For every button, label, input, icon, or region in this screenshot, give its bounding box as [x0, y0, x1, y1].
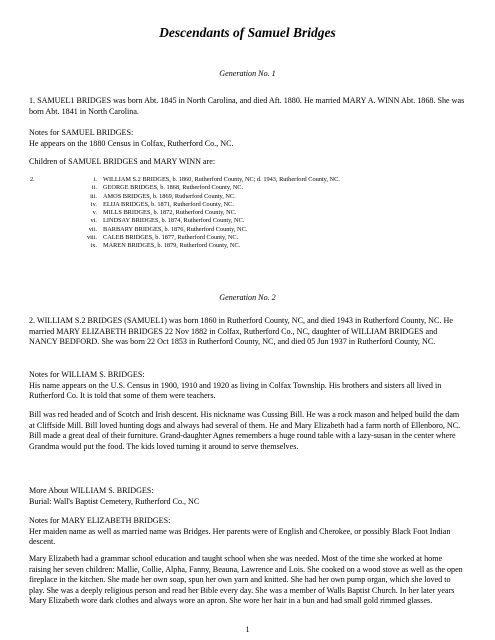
page-number: 1: [245, 625, 250, 634]
notes-samuel: [29, 128, 466, 149]
child-row: vi. LINDSAY BRIDGES, b. 1874, Rutherford County, NC.: [90, 217, 245, 225]
notes-mary: [29, 516, 466, 548]
notes-william: [29, 370, 466, 402]
notes-label: Notes for WILLIAM S. BRIDGES:: [29, 370, 145, 379]
child-row: 2. i. WILLIAM S.2 BRIDGES, b. 1860, Rutherford County, NC; d. 1943, Rutherford County, NC.: [30, 176, 340, 183]
child-row: viii. CALEB BRIDGES, b. 1877, Rutherford County, NC.: [87, 234, 239, 242]
generation-1-heading: Generation No. 1: [219, 69, 276, 78]
notes-mary-2: [29, 554, 466, 607]
entry-william-bridges: [29, 316, 466, 348]
child-row: vii. BARBARY BRIDGES, b. 1876, Rutherford County, NC.: [88, 225, 248, 233]
notes-label: Notes for MARY ELIZABETH BRIDGES:: [29, 516, 171, 525]
children-label-text: Children of SAMUEL BRIDGES and MARY WINN are:: [29, 157, 216, 166]
child-row: ix. MAREN BRIDGES, b. 1879, Rutherford County, NC.: [90, 242, 241, 250]
entry-text: 2. WILLIAM S.2 BRIDGES (SAMUEL1) was born 1860 in Rutherford County, NC, and died 1943 in Rutherford County, NC. He married MARY ELIZABETH BRIDGES 22 Nov 1882 in Colfax, Rutherford Co., NC, daughter of WILLIAM BRIDGES and NANCY BEDFORD. She was born 22 Oct 1853 in Rutherford County, NC, and died 05 Jun 1937 in Rutherford County, NC.: [29, 316, 453, 347]
child-row: v. MILLS BRIDGES, b. 1872, Rutherford County, NC.: [92, 209, 237, 217]
burial-text: Burial: Wall's Baptist Cemetery, Rutherford Co., NC: [29, 496, 200, 506]
child-row: iii. AMOS BRIDGES, b. 1869, Rutherford County, NC.: [90, 192, 236, 200]
child-row: iv. ELIJA BRIDGES, b. 1871, Rutherford County, NC.: [90, 200, 234, 208]
children-label: [29, 157, 466, 168]
children-list: [30, 176, 430, 251]
more-label: More About WILLIAM S. BRIDGES:: [29, 486, 154, 495]
notes-text: His name appears on the U.S. Census in 1900, 1910 and 1920 as living in Colfax Township. His brothers and sisters all lived in Rutherford Co. It is told that some of them were teachers.: [29, 380, 442, 401]
generation-2-heading: Generation No. 2: [219, 293, 276, 302]
notes-text: He appears on the 1880 Census in Colfax, Rutherford Co., NC.: [29, 138, 234, 148]
notes-text: Bill was red headed and of Scotch and Irish descent. His nickname was Cussing Bill. He was a rock mason and helped build the dam at Cliffside Mill. Bill loved hunting dogs and always had several of them. He and Mary Elizabeth had a farm north of Ellenboro, NC. Bill made a great deal of their furniture. Grand-daughter Agnes remembers a huge round table with a lazy-susan in the center where Grandma would put the food. The kids loved turning it around to serve themselves.: [29, 410, 461, 451]
notes-text: Her maiden name as well as married name was Bridges. Her parents were of English and Cherokee, or possibly Black Foot Indian descent.: [29, 526, 451, 547]
more-about-william: [29, 486, 466, 507]
notes-william-2: [29, 410, 466, 452]
document-title: Descendants of Samuel Bridges: [159, 25, 336, 40]
child-row: ii. GEORGE BRIDGES, b. 1868, Rutherford County, NC.: [91, 184, 244, 192]
notes-text: Mary Elizabeth had a grammar school education and taught school when she was needed. Most of the time she worked at home raising her seven children: Mallie, Collie, Alpha, Fanny, Beauna, Lawrence and Lois. She cooked on a wood stove as well as the open fireplace in the kitchen. She made her own soap, spun her own yarn and knitted. She had her own pump organ, which she loved to play. She was a deeply religious person and read her Bible every day. She was a member of Walls Baptist Church. In her later years Mary Elizabeth wore dark clothes and always wore an apron. She wore her hair in a bun and had small gold rimmed glasses.: [29, 554, 463, 606]
notes-label: Notes for SAMUEL BRIDGES:: [29, 128, 134, 137]
entry-text: 1. SAMUEL1 BRIDGES was born Abt. 1845 in North Carolina, and died Aft. 1880. He married MARY A. WINN Abt. 1868. She was born Abt. 1841 in North Carolina.: [29, 96, 465, 116]
entry-samuel-bridges: [29, 96, 466, 117]
